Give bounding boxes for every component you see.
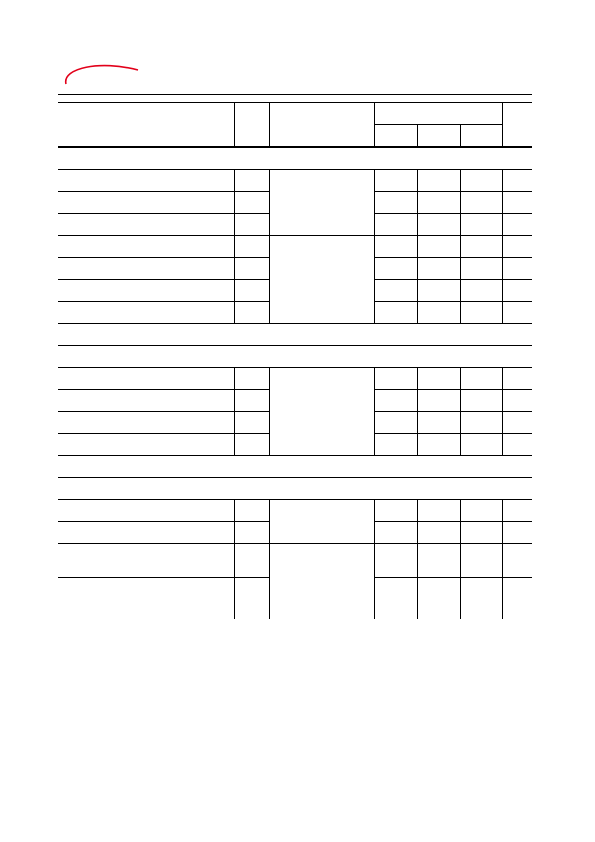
unit-cell bbox=[502, 522, 532, 544]
reverse-diode-rows bbox=[58, 500, 532, 619]
parameter-cell bbox=[58, 236, 234, 258]
unit-cell bbox=[502, 390, 532, 412]
symbol-cell bbox=[234, 302, 269, 324]
unit-cell bbox=[502, 192, 532, 214]
conditions-cell bbox=[269, 368, 374, 456]
parameter-cell bbox=[58, 578, 234, 619]
table-row bbox=[58, 500, 532, 522]
parameter-cell bbox=[58, 412, 234, 434]
parameter-cell bbox=[58, 192, 234, 214]
symbol-cell bbox=[234, 170, 269, 192]
min-cell bbox=[374, 434, 417, 456]
conditions-cell bbox=[269, 170, 374, 236]
symbol-cell bbox=[234, 390, 269, 412]
max-cell bbox=[461, 258, 503, 280]
unit-cell bbox=[502, 258, 532, 280]
symbol-cell bbox=[234, 214, 269, 236]
dynamic-rows bbox=[58, 170, 532, 346]
unit-cell bbox=[502, 368, 532, 390]
min-cell bbox=[374, 522, 417, 544]
conditions-cell bbox=[269, 578, 374, 619]
unit-cell bbox=[502, 170, 532, 192]
typ-cell bbox=[417, 368, 461, 390]
parameter-cell bbox=[58, 368, 234, 390]
symbol-cell bbox=[234, 434, 269, 456]
typ-cell bbox=[417, 412, 461, 434]
header-parameter bbox=[58, 103, 234, 147]
unit-cell bbox=[502, 280, 532, 302]
typ-cell bbox=[417, 170, 461, 192]
unit-cell bbox=[502, 302, 532, 324]
min-cell bbox=[374, 236, 417, 258]
min-cell bbox=[374, 412, 417, 434]
min-cell bbox=[374, 302, 417, 324]
min-cell bbox=[374, 170, 417, 192]
parameter-cell bbox=[58, 302, 234, 324]
symbol-cell bbox=[234, 258, 269, 280]
max-cell bbox=[461, 170, 503, 192]
min-cell bbox=[374, 578, 417, 619]
min-cell bbox=[374, 214, 417, 236]
symbol-cell bbox=[234, 368, 269, 390]
typ-cell bbox=[417, 280, 461, 302]
parameter-cell bbox=[58, 522, 234, 544]
infineon-logo bbox=[60, 58, 142, 96]
min-cell bbox=[374, 544, 417, 578]
typ-cell bbox=[417, 214, 461, 236]
unit-cell bbox=[502, 544, 532, 578]
conditions-reverse-recovery bbox=[274, 591, 370, 605]
parameter-cell bbox=[58, 214, 234, 236]
typ-cell bbox=[417, 434, 461, 456]
conditions-cell bbox=[269, 236, 374, 324]
table-row bbox=[58, 236, 532, 258]
max-cell bbox=[461, 302, 503, 324]
symbol-cell bbox=[234, 578, 269, 619]
table-header-row bbox=[58, 103, 532, 125]
header-unit bbox=[502, 103, 532, 147]
header-rule bbox=[58, 94, 532, 95]
typ-cell bbox=[417, 390, 461, 412]
parameter-cell bbox=[58, 280, 234, 302]
header-values bbox=[374, 103, 502, 125]
symbol-cell bbox=[234, 280, 269, 302]
conditions-gate-charge bbox=[274, 398, 370, 426]
typ-cell bbox=[417, 192, 461, 214]
section-spacer bbox=[58, 456, 532, 478]
conditions-switching bbox=[274, 265, 370, 295]
min-cell bbox=[374, 390, 417, 412]
header-typ bbox=[417, 125, 461, 147]
min-cell bbox=[374, 192, 417, 214]
max-cell bbox=[461, 214, 503, 236]
header-symbol bbox=[234, 103, 269, 147]
header-max bbox=[461, 125, 503, 147]
conditions-capacitance bbox=[274, 196, 370, 209]
unit-cell bbox=[502, 500, 532, 522]
unit-cell bbox=[502, 214, 532, 236]
max-cell bbox=[461, 522, 503, 544]
conditions-cell bbox=[269, 500, 374, 544]
max-cell bbox=[461, 280, 503, 302]
typ-cell bbox=[417, 258, 461, 280]
parameter-cell bbox=[58, 258, 234, 280]
typ-cell bbox=[417, 236, 461, 258]
gate-charge-rows bbox=[58, 368, 532, 478]
table-row bbox=[58, 544, 532, 578]
unit-cell bbox=[502, 412, 532, 434]
typ-cell bbox=[417, 500, 461, 522]
min-cell bbox=[374, 258, 417, 280]
table-row bbox=[58, 578, 532, 619]
symbol-cell bbox=[234, 544, 269, 578]
symbol-cell bbox=[234, 412, 269, 434]
typ-cell bbox=[417, 522, 461, 544]
max-cell bbox=[461, 412, 503, 434]
characteristics-table bbox=[58, 102, 532, 619]
parameter-cell bbox=[58, 434, 234, 456]
typ-cell bbox=[417, 544, 461, 578]
header-min bbox=[374, 125, 417, 147]
symbol-cell bbox=[234, 522, 269, 544]
section-gate-charge bbox=[58, 346, 532, 368]
symbol-cell bbox=[234, 500, 269, 522]
min-cell bbox=[374, 500, 417, 522]
conditions-forward-voltage bbox=[274, 547, 370, 561]
min-cell bbox=[374, 280, 417, 302]
symbol-cell bbox=[234, 192, 269, 214]
section-spacer bbox=[58, 324, 532, 346]
table-row bbox=[58, 368, 532, 390]
unit-cell bbox=[502, 578, 532, 619]
parameter-cell bbox=[58, 390, 234, 412]
section-dynamic bbox=[58, 148, 532, 170]
table-row bbox=[58, 170, 532, 192]
header-conditions bbox=[269, 103, 374, 147]
max-cell bbox=[461, 236, 503, 258]
parameter-cell bbox=[58, 170, 234, 192]
conditions-cell bbox=[269, 544, 374, 578]
typ-cell bbox=[417, 578, 461, 619]
unit-cell bbox=[502, 434, 532, 456]
max-cell bbox=[461, 578, 503, 619]
section-reverse-diode bbox=[58, 478, 532, 500]
unit-cell bbox=[502, 236, 532, 258]
max-cell bbox=[461, 434, 503, 456]
min-cell bbox=[374, 368, 417, 390]
parameter-cell bbox=[58, 544, 234, 578]
symbol-cell bbox=[234, 236, 269, 258]
max-cell bbox=[461, 500, 503, 522]
max-cell bbox=[461, 390, 503, 412]
max-cell bbox=[461, 368, 503, 390]
typ-cell bbox=[417, 302, 461, 324]
parameter-cell bbox=[58, 500, 234, 522]
max-cell bbox=[461, 544, 503, 578]
max-cell bbox=[461, 192, 503, 214]
